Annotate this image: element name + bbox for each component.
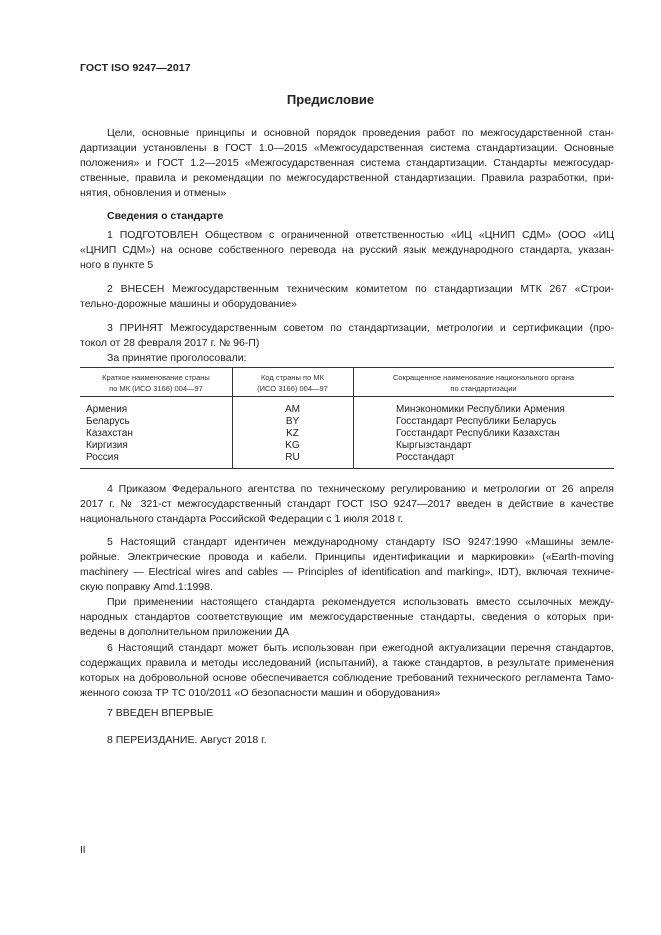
- text-line: положения» и ГОСТ 1.2—2015 «Межгосударственная система стандартизации. Стандарты межгосудар-: [80, 157, 614, 169]
- table-cell: Казахстан: [86, 428, 133, 439]
- text-line: нятия, обновления и отмены»: [80, 187, 227, 199]
- table-cell: Армения: [86, 404, 128, 415]
- header-text: по стандартизации: [450, 384, 517, 393]
- text-line: «ЦНИП СДМ») на основе собственного перевода на русский язык международного стандарта, указан-: [80, 244, 614, 256]
- text-line: ственные, правила и рекомендации по межгосударственной стандартизации. Правила разработки, при-: [80, 172, 614, 184]
- table-cell: Кыргызстандарт: [396, 440, 472, 451]
- info-heading: Сведения о стандарте: [107, 210, 224, 222]
- header-body: [353, 372, 614, 394]
- text-line: 4 Приказом Федерального агентства по техническому регулированию и метрологии от 26 апреля: [107, 483, 614, 495]
- table-cell: RU: [285, 452, 300, 463]
- text-line: Цели, основные принципы и основной порядок проведения работ по межгосударственной стан-: [107, 127, 614, 139]
- table-cell: Госстандарт Республики Казахстан: [396, 428, 560, 439]
- header-code: [232, 372, 353, 394]
- table-cell: KZ: [286, 428, 299, 439]
- item-8: [80, 733, 614, 748]
- text-line: При применении настоящего стандарта рекомендуется использовать вместо ссылочных между-: [107, 596, 614, 608]
- column-country: [86, 404, 133, 464]
- table-cell: Росстандарт: [396, 452, 455, 463]
- text-line: 8 ПЕРЕИЗДАНИЕ. Август 2018 г.: [107, 734, 267, 746]
- text-line: содержащих правила и методы исследований (испытаний), а также стандартов, в результате применения: [80, 657, 614, 669]
- text-line: ройные. Электрические провода и кабели. Принципы идентификации и маркировки» («Earth-moving: [80, 551, 614, 563]
- header-text: Код страны по МК: [261, 373, 324, 382]
- page-number: II: [80, 845, 86, 856]
- item-6: [80, 641, 614, 701]
- table-cell: KG: [285, 440, 300, 451]
- text-line: скую поправку Amd.1:1998.: [80, 581, 213, 593]
- text-line: 1 ПОДГОТОВЛЕН Обществом с ограниченной ответственностью «ИЦ «ЦНИП СДМ» (ООО «ИЦ: [107, 229, 614, 241]
- text-line: 2017 г. № 321-ст межгосударственный стандарт ГОСТ ISO 9247—2017 введен в действие в качестве: [80, 498, 614, 510]
- text-line: 3 ПРИНЯТ Межгосударственным советом по стандартизации, метрологии и сертификации (про-: [107, 322, 614, 334]
- header-text: по МК (ИСО 3166) 004—97: [109, 384, 203, 393]
- text-line: 6 Настоящий стандарт может быть использован при ежегодной актуализации перечня стандартов,: [107, 642, 614, 654]
- item-4: [80, 482, 614, 527]
- item-5: [80, 535, 614, 640]
- item-2: [80, 282, 614, 312]
- page-title: Предисловие: [286, 92, 375, 107]
- text-line: национального стандарта Российской Федерации с 1 июля 2018 г.: [80, 513, 404, 525]
- table-cell: BY: [285, 416, 300, 427]
- header-text: (ИСО 3166) 004—97: [257, 384, 328, 393]
- text-line: дартизации установлены в ГОСТ 1.0—2015 «Межгосударственная система стандартизации. Основные: [80, 142, 614, 154]
- text-line: 5 Настоящий стандарт идентичен международному стандарту ISO 9247:1990 «Машины земле-: [107, 536, 614, 548]
- text-line: 7 ВВЕДЕН ВПЕРВЫЕ: [107, 707, 214, 719]
- document-header: ГОСТ ISO 9247—2017: [80, 62, 191, 74]
- table-cell: Минэкономики Республики Армения: [396, 404, 565, 415]
- text-line: которых на добровольной основе обеспечивается соблюдение требований технического регламента Тамо-: [80, 672, 614, 684]
- intro-paragraph: [80, 126, 614, 201]
- item-3: [80, 321, 614, 366]
- table-cell: Киргизия: [86, 440, 128, 451]
- item-1: [80, 228, 614, 273]
- column-code: [232, 404, 353, 464]
- table-cell: Россия: [86, 452, 119, 463]
- column-body: [396, 404, 565, 464]
- voting-table: [80, 367, 614, 469]
- text-line: женного союза ТР ТС 010/2011 «О безопасности машин и оборудования»: [80, 687, 441, 699]
- text-line: токол от 28 февраля 2017 г. № 96-П): [80, 337, 260, 349]
- text-line: machinery — Electrical wires and cables — Principles of identification and marking», IDT), включая техниче-: [80, 566, 614, 578]
- header-text: Краткое наименование страны: [102, 373, 210, 382]
- voted-label: За принятие проголосовали:: [107, 352, 247, 364]
- table-cell: AM: [285, 404, 300, 415]
- table-cell: Беларусь: [86, 416, 130, 427]
- table-cell: Госстандарт Республики Беларусь: [396, 416, 557, 427]
- text-line: ведены в дополнительном приложении ДА: [80, 626, 290, 638]
- header-country: [80, 372, 232, 394]
- text-line: ного в пункте 5: [80, 259, 154, 271]
- text-line: тельно-дорожные машины и оборудование»: [80, 298, 297, 310]
- item-7: [80, 706, 614, 721]
- header-text: Сокращенное наименование национального органа: [392, 373, 575, 382]
- text-line: 2 ВНЕСЕН Межгосударственным техническим комитетом по стандартизации МТК 267 «Строи-: [107, 283, 614, 295]
- text-line: народных стандартов соответствующие им межгосударственные стандарты, сведения о которых при-: [80, 611, 614, 623]
